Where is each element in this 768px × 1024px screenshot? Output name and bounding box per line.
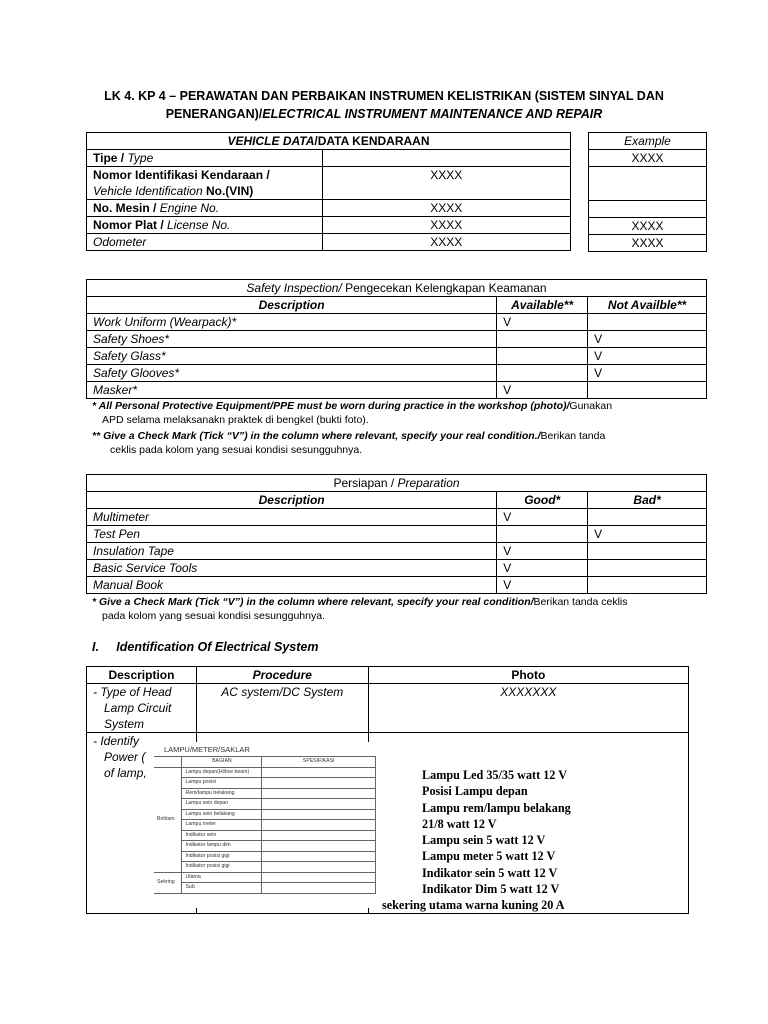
identification-columns-row: Description Procedure Photo bbox=[87, 667, 689, 684]
safety-note-1: * All Personal Protective Equipment/PPE must be worn during practice in the workshop (photo)/Gunakan bbox=[92, 400, 613, 412]
preparation-item: Manual Book bbox=[87, 577, 497, 594]
table-row bbox=[87, 331, 707, 348]
preparation-item: Basic Service Tools bbox=[87, 560, 497, 577]
spec-line: Indikator Dim 5 watt 12 V bbox=[422, 882, 560, 897]
vehicle-license-field[interactable]: XXXX bbox=[322, 217, 570, 234]
vehicle-row-type: Tipe / Type bbox=[87, 150, 571, 167]
preparation-item: Insulation Tape bbox=[87, 543, 497, 560]
not-available-cell[interactable] bbox=[588, 314, 707, 331]
not-available-cell[interactable] bbox=[588, 382, 707, 399]
spec-line: Lampu meter 5 watt 12 V bbox=[422, 849, 556, 864]
table-row bbox=[87, 348, 707, 365]
example-type: XXXX bbox=[589, 150, 707, 167]
row1-procedure: AC system/DC System bbox=[196, 684, 368, 733]
example-odometer: XXXX bbox=[589, 235, 707, 252]
vehicle-odometer-field[interactable]: XXXX bbox=[322, 234, 570, 251]
row2-description: - Identify Power ( of lamp, bbox=[87, 733, 197, 914]
preparation-note: * Give a Check Mark (Tick “V”) in the column where relevant, specify your real condition/Berikan tanda ceklis pada kolom yang sesuai kondisi sesungguhnya. bbox=[92, 596, 628, 622]
bad-cell[interactable] bbox=[588, 560, 707, 577]
safety-item: Safety Shoes* bbox=[87, 331, 497, 348]
spec-line: Indikator sein 5 watt 12 V bbox=[422, 865, 558, 880]
available-cell[interactable] bbox=[497, 365, 588, 382]
document-title bbox=[90, 87, 678, 123]
table-row bbox=[87, 543, 707, 560]
example-vin bbox=[589, 167, 707, 201]
bad-cell[interactable] bbox=[588, 577, 707, 594]
preparation-header: Persiapan / Preparation bbox=[87, 475, 707, 492]
figure-title: LAMPU/METER/SAKLAR bbox=[164, 745, 250, 754]
vehicle-row-license: Nomor Plat / License No. XXXX bbox=[87, 217, 571, 234]
safety-note-2: ** Give a Check Mark (Tick “V”) in the column where relevant, specify your real condition./Berikan tanda bbox=[92, 430, 606, 442]
spec-line: sekering utama warna kuning 20 A bbox=[382, 898, 565, 913]
table-row bbox=[87, 560, 707, 577]
example-table bbox=[588, 132, 707, 252]
row1-description: - Type of Head Lamp Circuit System bbox=[87, 684, 197, 733]
preparation-columns-row: Description Good* Bad* bbox=[87, 492, 707, 509]
vehicle-row-odometer: Odometer XXXX bbox=[87, 234, 571, 251]
vehicle-vin-field[interactable]: XXXX bbox=[322, 167, 570, 200]
available-cell[interactable]: V bbox=[497, 314, 588, 331]
spec-figure bbox=[150, 742, 378, 908]
safety-columns-row: Description Available** Not Availble** bbox=[87, 297, 707, 314]
spec-line: 21/8 watt 12 V bbox=[422, 816, 497, 831]
safety-item: Safety Glass* bbox=[87, 348, 497, 365]
preparation-item: Multimeter bbox=[87, 509, 497, 526]
safety-item: Masker* bbox=[87, 382, 497, 399]
table-row bbox=[87, 314, 707, 331]
table-row bbox=[87, 526, 707, 543]
identification-row-1 bbox=[87, 684, 689, 733]
vehicle-row-vin: Nomor Identifikasi Kendaraan / Vehicle Identification No.(VIN) XXXX bbox=[87, 167, 571, 200]
row1-photo: XXXXXXX bbox=[368, 684, 688, 733]
good-cell[interactable]: V bbox=[497, 543, 588, 560]
not-available-cell[interactable]: V bbox=[588, 365, 707, 382]
bad-cell[interactable] bbox=[588, 509, 707, 526]
table-row bbox=[87, 577, 707, 594]
vehicle-header-row bbox=[87, 133, 571, 150]
title-line-2: PENERANGAN)/ELECTRICAL INSTRUMENT MAINTENANCE AND REPAIR bbox=[165, 107, 603, 121]
vehicle-type-field[interactable] bbox=[322, 150, 570, 167]
spec-line: Lampu Led 35/35 watt 12 V bbox=[422, 768, 568, 782]
good-cell[interactable]: V bbox=[497, 577, 588, 594]
vehicle-engine-field[interactable]: XXXX bbox=[322, 200, 570, 217]
safety-inspection-table bbox=[86, 279, 707, 399]
preparation-table bbox=[86, 474, 707, 594]
safety-item: Safety Glooves* bbox=[87, 365, 497, 382]
figure-table: BAGIAN SPESIFIKASI Bohlam Lampu depan(Hi/low beam) Lampu posisi Rem/lampu belakang Lampu sein depan Lampu sein belakang Lampu meter Indikator sein Indikator lampu dim Indikator posisi gigi Indikator posisi gigi Sekring Utama Sub bbox=[154, 756, 376, 894]
safety-notes: * All Personal Protective Equipment/PPE must be worn during practice in the workshop (photo)/Gunakan APD selama melaksanakn praktek di bengkel (bukti foto). ** Give a Check Mark (Tick “V”) in the column where relevant, specify your real condition./Berikan tanda ceklis pada kolom yang sesuai kondisi sesungguhnya. bbox=[92, 399, 712, 457]
example-header: Example bbox=[589, 133, 707, 150]
safety-item: Work Uniform (Wearpack)* bbox=[87, 314, 497, 331]
table-row bbox=[87, 365, 707, 382]
spec-line: Lampu rem/lampu belakang bbox=[422, 800, 571, 815]
vehicle-data-table bbox=[86, 132, 571, 251]
table-row bbox=[87, 509, 707, 526]
not-available-cell[interactable]: V bbox=[588, 331, 707, 348]
bad-cell[interactable]: V bbox=[588, 526, 707, 543]
preparation-item: Test Pen bbox=[87, 526, 497, 543]
safety-header: Safety Inspection/ Pengecekan Kelengkapan Keamanan bbox=[87, 280, 707, 297]
good-cell[interactable]: V bbox=[497, 509, 588, 526]
available-cell[interactable] bbox=[497, 331, 588, 348]
spec-line: Lampu sein 5 watt 12 V bbox=[422, 833, 546, 848]
example-engine bbox=[589, 201, 707, 218]
spec-line: Posisi Lampu depan bbox=[422, 784, 528, 799]
available-cell[interactable]: V bbox=[497, 382, 588, 399]
good-cell[interactable]: V bbox=[497, 560, 588, 577]
spec-list bbox=[382, 767, 571, 914]
vehicle-row-engine: No. Mesin / Engine No. XXXX bbox=[87, 200, 571, 217]
section-heading: I. Identification Of Electrical System bbox=[92, 640, 319, 654]
title-line-1: LK 4. KP 4 – PERAWATAN DAN PERBAIKAN INSTRUMEN KELISTRIKAN (SISTEM SINYAL DAN bbox=[104, 89, 664, 103]
example-license: XXXX bbox=[589, 218, 707, 235]
not-available-cell[interactable]: V bbox=[588, 348, 707, 365]
vehicle-header: VEHICLE DATA/DATA KENDARAAN bbox=[87, 133, 571, 150]
good-cell[interactable] bbox=[497, 526, 588, 543]
available-cell[interactable] bbox=[497, 348, 588, 365]
bad-cell[interactable] bbox=[588, 543, 707, 560]
table-row bbox=[87, 382, 707, 399]
